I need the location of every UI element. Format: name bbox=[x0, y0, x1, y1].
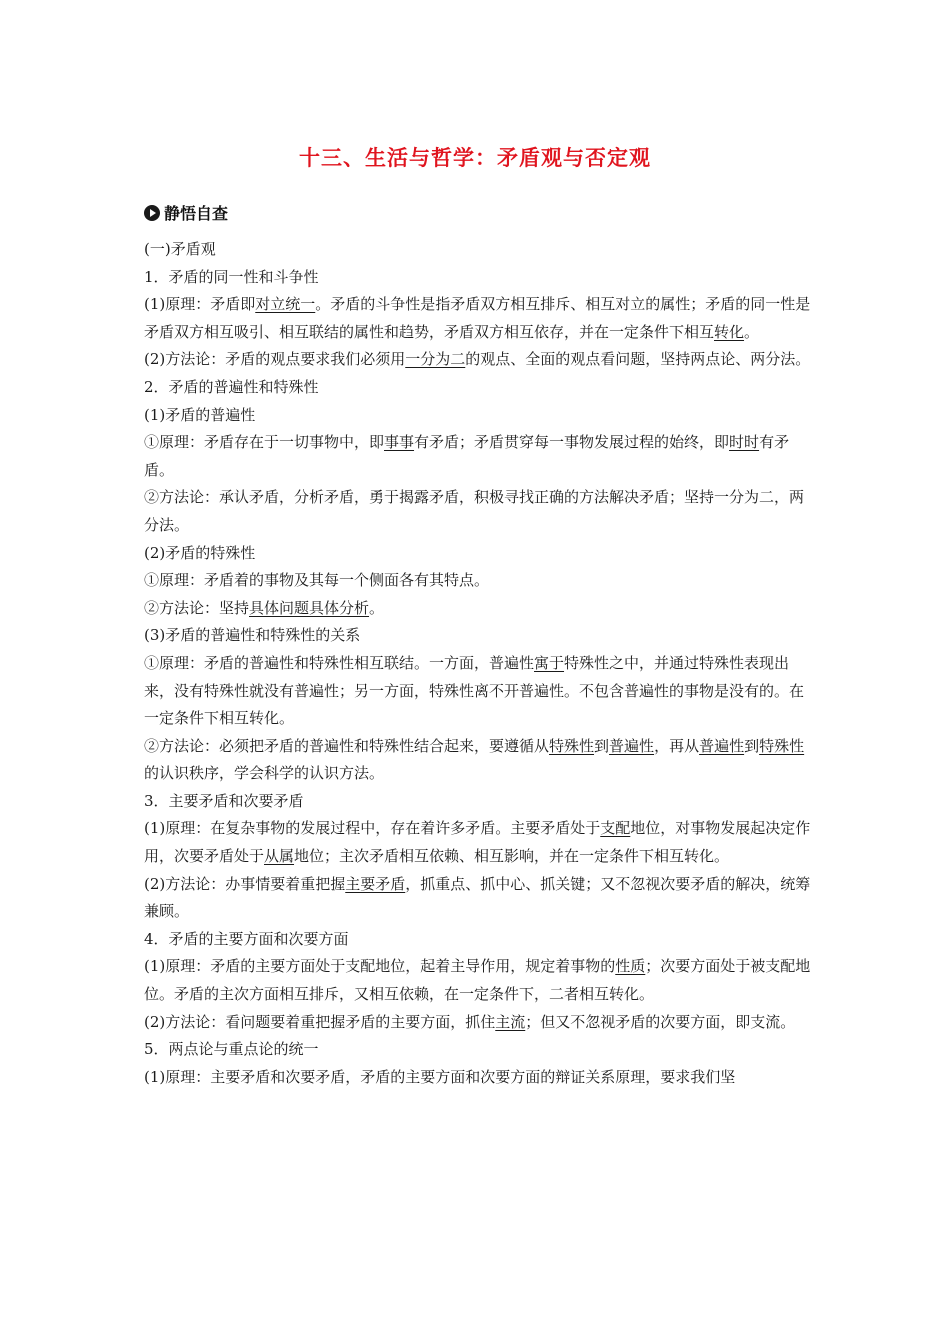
text-segment: (2)矛盾的特殊性 bbox=[144, 543, 256, 562]
text-segment: 到 bbox=[744, 736, 760, 755]
text-segment: ②方法论：承认矛盾，分析矛盾，勇于揭露矛盾，积极寻找正确的方法解决矛盾；坚持一分为二，两分法。 bbox=[144, 488, 805, 534]
text-segment: 3．主要矛盾和次要矛盾 bbox=[144, 791, 304, 810]
text-segment: (1)原理：矛盾即 bbox=[144, 295, 256, 314]
underlined-term: 转化 bbox=[714, 322, 745, 341]
text-segment: 到 bbox=[594, 736, 610, 755]
paragraph bbox=[144, 291, 812, 346]
text-segment: 特殊性之中，并通过特殊性表现出来，没有特殊性就没有普遍性；另一方面，特殊性离不开普遍性。不包含普遍性的事物是没有的。在一定条件下相互转化。 bbox=[144, 653, 805, 728]
text-segment: ；但又不忽视矛盾的次要方面，即支流。 bbox=[525, 1012, 796, 1031]
text-segment: ，再从 bbox=[654, 736, 700, 755]
underlined-term: 寓于 bbox=[534, 653, 565, 672]
text-segment: (1)矛盾的普遍性 bbox=[144, 405, 256, 424]
text-segment: (2)方法论：看问题要着重把握矛盾的主要方面，抓住 bbox=[144, 1012, 496, 1031]
underlined-term: 时时 bbox=[729, 433, 760, 452]
paragraph bbox=[144, 650, 812, 733]
underlined-term: 普遍性 bbox=[699, 736, 745, 755]
text-segment: ①原理：矛盾的普遍性和特殊性相互联结。一方面，普遍性 bbox=[144, 653, 535, 672]
paragraph bbox=[144, 953, 812, 1008]
text-segment: (3)矛盾的普遍性和特殊性的关系 bbox=[144, 626, 361, 645]
underlined-term: 主流 bbox=[495, 1012, 526, 1031]
text-segment: ，抓重点、抓中心、抓关键；又不忽视次要矛盾的解决，统筹兼顾。 bbox=[144, 874, 811, 921]
paragraph bbox=[144, 429, 812, 484]
paragraph bbox=[144, 484, 812, 539]
section-heading-label: 静悟自查 bbox=[164, 204, 229, 223]
text-segment: 的观点、全面的观点看问题，坚持两点论、两分法。 bbox=[465, 350, 811, 369]
paragraph bbox=[144, 540, 812, 568]
text-segment: 有矛盾；矛盾贯穿每一事物发展过程的始终，即 bbox=[414, 433, 730, 452]
text-segment: 地位；主次矛盾相互依赖、相互影响，并在一定条件下相互转化。 bbox=[294, 847, 730, 866]
underlined-term: 普遍性 bbox=[609, 736, 655, 755]
text-segment: (1)原理：在复杂事物的发展过程中，存在着许多矛盾。主要矛盾处于 bbox=[144, 819, 601, 838]
paragraph bbox=[144, 788, 812, 816]
paragraph bbox=[144, 815, 812, 870]
section-heading bbox=[144, 201, 228, 224]
text-segment: 。矛盾的斗争性是指矛盾双方相互排斥、相互对立的属性；矛盾的同一性是矛盾双方相互吸引、相互联结的属性和趋势，矛盾双方相互依存，并在一定条件下相互 bbox=[144, 295, 811, 341]
text-segment: 。 bbox=[744, 322, 760, 341]
text-segment: 的认识秩序，学会科学的认识方法。 bbox=[144, 764, 385, 783]
text-segment: 2．矛盾的普遍性和特殊性 bbox=[144, 377, 319, 396]
text-segment: (2)方法论：矛盾的观点要求我们必须用 bbox=[144, 350, 406, 369]
text-segment: ②方法论：坚持 bbox=[144, 598, 250, 617]
text-segment: 。 bbox=[369, 598, 385, 617]
paragraph bbox=[144, 871, 812, 926]
text-segment: (1)原理：主要矛盾和次要矛盾，矛盾的主要方面和次要方面的辩证关系原理，要求我们坚 bbox=[144, 1067, 736, 1086]
paragraph bbox=[144, 622, 812, 650]
paragraph bbox=[144, 1009, 812, 1037]
underlined-term: 从属 bbox=[264, 847, 295, 866]
paragraph bbox=[144, 264, 812, 292]
text-segment: 5．两点论与重点论的统一 bbox=[144, 1040, 319, 1059]
paragraph bbox=[144, 926, 812, 954]
underlined-term: 事事 bbox=[384, 433, 415, 452]
text-segment: 地位，对事物发展起决定作用，次要矛盾处于 bbox=[144, 819, 811, 866]
play-circle-icon bbox=[144, 205, 160, 221]
text-segment: (一)矛盾观 bbox=[144, 240, 216, 258]
text-segment: 有矛盾。 bbox=[144, 433, 790, 479]
paragraph bbox=[144, 595, 812, 623]
paragraph bbox=[144, 1064, 812, 1092]
underlined-term: 特殊性 bbox=[759, 736, 805, 755]
text-segment: ；次要方面处于被支配地位。矛盾的主次方面相互排斥，又相互依赖，在一定条件下，二者相互转化。 bbox=[144, 957, 811, 1004]
underlined-term: 特殊性 bbox=[549, 736, 595, 755]
underlined-term: 支配 bbox=[600, 819, 631, 838]
paragraph bbox=[144, 374, 812, 402]
paragraph bbox=[144, 346, 812, 374]
underlined-term: 性质 bbox=[615, 957, 646, 976]
paragraph bbox=[144, 567, 812, 595]
underlined-term: 具体问题具体分析 bbox=[249, 598, 370, 617]
text-segment: (1)原理：矛盾的主要方面处于支配地位，起着主导作用，规定着事物的 bbox=[144, 957, 616, 976]
paragraph bbox=[144, 733, 812, 788]
underlined-term: 一分为二 bbox=[405, 350, 466, 369]
paragraph bbox=[144, 1036, 812, 1064]
paragraph bbox=[144, 236, 812, 264]
document-body bbox=[144, 236, 812, 1091]
text-segment: (2)方法论：办事情要着重把握 bbox=[144, 874, 346, 893]
text-segment: ②方法论：必须把矛盾的普遍性和特殊性结合起来，要遵循从 bbox=[144, 736, 550, 755]
text-segment: ①原理：矛盾着的事物及其每一个侧面各有其特点。 bbox=[144, 571, 490, 590]
text-segment: 1．矛盾的同一性和斗争性 bbox=[144, 267, 319, 286]
document-title: 十三、生活与哲学：矛盾观与否定观 bbox=[299, 146, 651, 170]
text-segment: ①原理：矛盾存在于一切事物中，即 bbox=[144, 433, 385, 452]
underlined-term: 对立统一 bbox=[255, 295, 316, 314]
paragraph bbox=[144, 402, 812, 430]
text-segment: 4．矛盾的主要方面和次要方面 bbox=[144, 929, 349, 948]
underlined-term: 主要矛盾 bbox=[345, 874, 406, 893]
